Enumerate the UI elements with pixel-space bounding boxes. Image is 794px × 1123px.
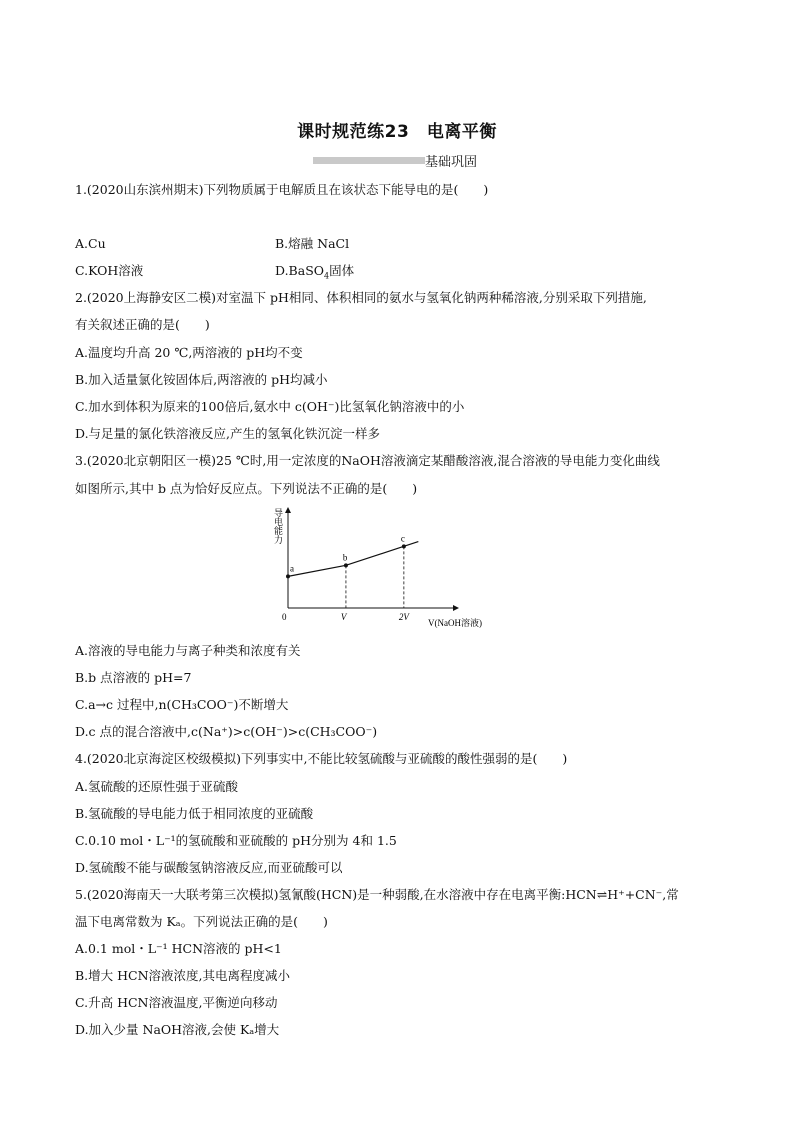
q5-option-d: D.加入少量 NaOH溶液,会使 Kₐ增大 — [75, 1022, 280, 1037]
q4-stem: 4.(2020北京海淀区校级模拟)下列事实中,不能比较氢硫酸与亚硫酸的酸性强弱的是( ) — [75, 751, 568, 766]
point-c — [402, 544, 406, 548]
q3-option-c: C.a→c 过程中,n(CH₃COO⁻)不断增大 — [75, 697, 289, 712]
q1-option-d — [275, 263, 354, 285]
q4-option-a: A.氢硫酸的还原性强于亚硫酸 — [75, 779, 239, 794]
q1-row1 — [75, 236, 350, 252]
q3-option-b: B.b 点溶液的 pH=7 — [75, 670, 192, 685]
point-label-b: b — [342, 552, 348, 563]
q2-option-a: A.温度均升高 20 ℃,两溶液的 pH均不变 — [75, 345, 303, 360]
section-bar — [313, 157, 425, 164]
q2-stem-2: 有关叙述正确的是( ) — [75, 317, 210, 332]
q4-option-b: B.氢硫酸的导电能力低于相同浓度的亚硫酸 — [75, 806, 314, 821]
conductivity-chart — [273, 500, 500, 635]
section-label: 基础巩固 — [425, 155, 478, 170]
q3-stem-2: 如图所示,其中 b 点为恰好反应点。下列说法不正确的是( ) — [75, 481, 418, 496]
q3-stem-1: 3.(2020北京朝阳区一模)25 ℃时,用一定浓度的NaOH溶液滴定某醋酸溶液,混合溶液的导电能力变化曲线 — [75, 453, 660, 468]
q2-stem-1: 2.(2020上海静安区二模)对室温下 pH相同、体积相同的氨水与氢氧化钠两种稀溶液,分别采取下列措施, — [75, 290, 647, 305]
q4-option-c: C.0.10 mol・L⁻¹的氢硫酸和亚硫酸的 pH分别为 4和 1.5 — [75, 833, 397, 848]
q3-option-d: D.c 点的混合溶液中,c(Na⁺)>c(OH⁻)>c(CH₃COO⁻) — [75, 724, 378, 739]
q1-option-a: A.Cu — [75, 236, 106, 251]
q5-stem-1: 5.(2020海南天一大联考第三次模拟)氢氰酸(HCN)是一种弱酸,在水溶液中存在电离平衡:HCN⇌H⁺+CN⁻,常 — [75, 887, 679, 902]
q1-option-d-tail: 固体 — [329, 263, 355, 278]
point-label-c: c — [400, 533, 405, 544]
q2-option-d: D.与足量的氯化铁溶液反应,产生的氢氧化铁沉淀一样多 — [75, 426, 381, 441]
q1-option-b: B.熔融 NaCl — [275, 236, 350, 251]
q1-option-c: C.KOH溶液 — [75, 263, 144, 278]
x-tick-label: 0 — [282, 612, 287, 622]
page-title: 课时规范练23 电离平衡 — [297, 122, 497, 142]
x-tick-label: V — [340, 612, 347, 622]
q1-option-d-text: D.BaSO — [275, 263, 324, 278]
y-axis-label: 导电能力 — [273, 508, 283, 544]
series-line — [288, 542, 418, 577]
q4-option-d: D.氢硫酸不能与碳酸氢钠溶液反应,而亚硫酸可以 — [75, 860, 343, 875]
q5-option-c: C.升高 HCN溶液温度,平衡逆向移动 — [75, 995, 278, 1010]
q1-option-d-sub: 4 — [324, 271, 330, 281]
q1-stem: 1.(2020山东滨州期末)下列物质属于电解质且在该状态下能导电的是( ) — [75, 182, 489, 197]
q2-option-c: C.加水到体积为原来的100倍后,氨水中 c(OH⁻)比氢氧化钠溶液中的小 — [75, 399, 465, 414]
q1-row2 — [75, 263, 355, 281]
point-label-a: a — [290, 563, 294, 574]
x-tick-label: 2V — [398, 612, 409, 622]
point-a — [286, 574, 290, 578]
q5-option-b: B.增大 HCN溶液浓度,其电离程度减小 — [75, 968, 291, 983]
q3-option-a: A.溶液的导电能力与离子种类和浓度有关 — [75, 643, 301, 658]
x-axis-label: V(NaOH溶液) — [428, 618, 482, 628]
q5-option-a: A.0.1 mol・L⁻¹ HCN溶液的 pH<1 — [75, 941, 282, 956]
q5-stem-2: 温下电离常数为 Kₐ。下列说法正确的是( ) — [75, 914, 328, 929]
q2-option-b: B.加入适量氯化铵固体后,两溶液的 pH均减小 — [75, 372, 328, 387]
point-b — [344, 563, 348, 567]
